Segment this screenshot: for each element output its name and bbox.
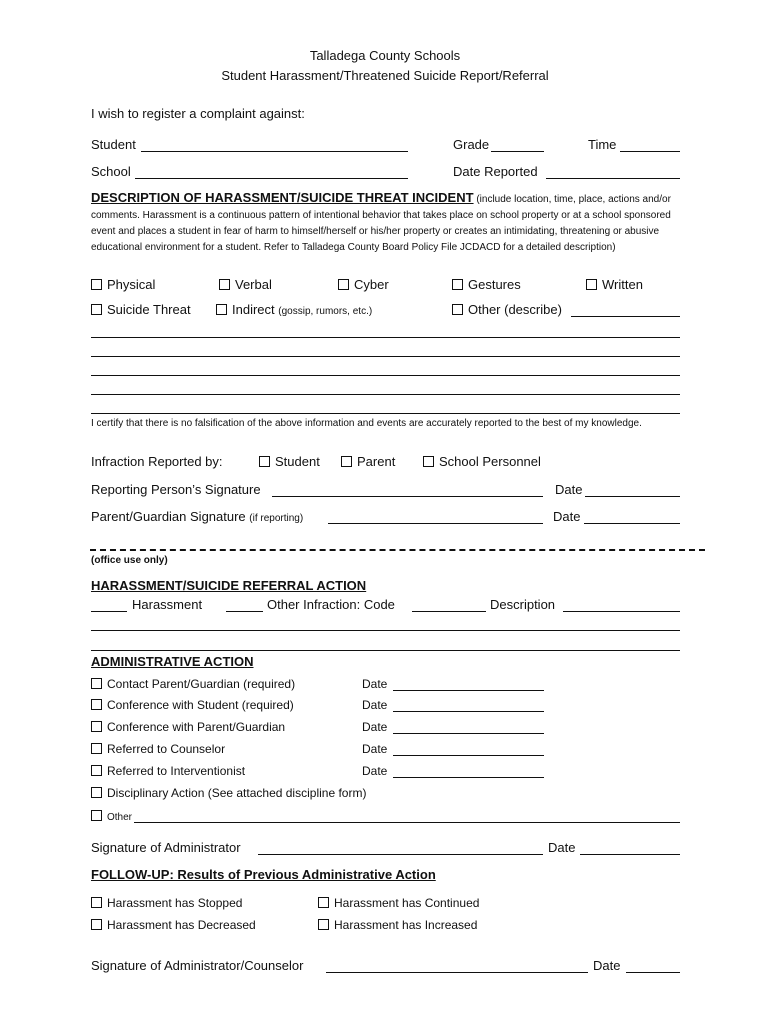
reporting-signature-field[interactable] (272, 496, 543, 497)
form-title: Student Harassment/Threatened Suicide Report/Referral (221, 68, 549, 83)
admin-date-label: Date (362, 764, 388, 778)
description-line[interactable] (91, 413, 680, 414)
checkbox-icon (91, 743, 102, 754)
checkbox-icon (91, 721, 102, 732)
admin-item[interactable]: Conference with Parent/Guardian (91, 720, 285, 734)
admin-other[interactable]: Other (91, 810, 132, 823)
checkbox-icon (338, 279, 349, 290)
admin-date-label: Date (362, 698, 388, 712)
reported-by-personnel[interactable]: School Personnel (423, 454, 541, 469)
followup-increased[interactable]: Harassment has Increased (318, 918, 477, 932)
admin-date-field[interactable] (393, 690, 544, 691)
parent-date-field[interactable] (584, 523, 680, 524)
harassment-label: Harassment (132, 597, 203, 612)
type-other[interactable]: Other (describe) (452, 302, 562, 317)
followup-continued[interactable]: Harassment has Continued (318, 896, 479, 910)
admin-heading: ADMINISTRATIVE ACTION (91, 654, 254, 669)
description-block (91, 190, 681, 256)
followup-date-label: Date (593, 958, 621, 973)
office-separator (90, 549, 705, 551)
description-line[interactable] (91, 356, 680, 357)
checkbox-icon (423, 456, 434, 467)
type-physical[interactable]: Physical (91, 277, 155, 292)
reporting-date-field[interactable] (585, 496, 680, 497)
office-use-label: (office use only) (91, 555, 168, 566)
certification-text: I certify that there is no falsification of the above information and events are accurately reported to the best of my knowledge. (91, 418, 642, 429)
referral-heading: HARASSMENT/SUICIDE REFERRAL ACTION (91, 578, 367, 593)
reporting-signature-label: Reporting Person’s Signature (91, 482, 261, 497)
admin-signature-label: Signature of Administrator (91, 840, 241, 855)
admin-date-field[interactable] (393, 755, 544, 756)
checkbox-icon (452, 304, 463, 315)
followup-heading: FOLLOW-UP: Results of Previous Administrative Action (91, 867, 436, 882)
other-infraction-field[interactable] (226, 611, 263, 612)
type-verbal[interactable]: Verbal (219, 277, 272, 292)
type-suicide-threat[interactable]: Suicide Threat (91, 302, 191, 317)
admin-date-field[interactable] (393, 733, 544, 734)
admin-signature-date-field[interactable] (580, 854, 680, 855)
referral-description-field[interactable] (563, 611, 680, 612)
description-line[interactable] (91, 394, 680, 395)
reporting-date-label: Date (555, 482, 583, 497)
admin-other-field[interactable] (134, 822, 680, 823)
intro-text: I wish to register a complaint against: (91, 106, 305, 121)
harassment-field[interactable] (91, 611, 127, 612)
description-heading: DESCRIPTION OF HARASSMENT/SUICIDE THREAT INCIDENT (91, 190, 474, 205)
checkbox-icon (91, 897, 102, 908)
checkbox-icon (91, 919, 102, 930)
admin-date-field[interactable] (393, 777, 544, 778)
admin-item[interactable]: Contact Parent/Guardian (required) (91, 677, 295, 691)
admin-signature-field[interactable] (258, 854, 543, 855)
referral-line[interactable] (91, 630, 680, 631)
admin-date-field[interactable] (393, 711, 544, 712)
checkbox-icon (91, 787, 102, 798)
checkbox-icon (259, 456, 270, 467)
followup-date-field[interactable] (626, 972, 680, 973)
checkbox-icon (341, 456, 352, 467)
date-reported-label: Date Reported (453, 164, 538, 179)
type-gestures[interactable]: Gestures (452, 277, 521, 292)
type-written[interactable]: Written (586, 277, 643, 292)
admin-date-label: Date (362, 677, 388, 691)
description-line[interactable] (91, 337, 680, 338)
school-field[interactable] (135, 178, 408, 179)
parent-date-label: Date (553, 509, 581, 524)
student-field[interactable] (141, 151, 408, 152)
followup-signature-label: Signature of Administrator/Counselor (91, 958, 304, 973)
admin-disciplinary[interactable]: Disciplinary Action (See attached discipline form) (91, 786, 366, 800)
referral-description-label: Description (490, 597, 556, 612)
other-infraction-label: Other Infraction: Code (267, 597, 395, 612)
type-cyber[interactable]: Cyber (338, 277, 389, 292)
checkbox-icon (91, 304, 102, 315)
admin-date-label: Date (362, 720, 388, 734)
time-field[interactable] (620, 151, 680, 152)
followup-decreased[interactable]: Harassment has Decreased (91, 918, 256, 932)
description-line[interactable] (91, 375, 680, 376)
school-label: School (91, 164, 131, 179)
other-describe-field[interactable] (571, 316, 680, 317)
checkbox-icon (452, 279, 463, 290)
time-label: Time (588, 137, 617, 152)
admin-item[interactable]: Conference with Student (required) (91, 698, 294, 712)
checkbox-icon (318, 919, 329, 930)
admin-signature-date-label: Date (548, 840, 576, 855)
checkbox-icon (318, 897, 329, 908)
checkbox-icon (91, 765, 102, 776)
checkbox-icon (91, 699, 102, 710)
checkbox-icon (216, 304, 227, 315)
parent-signature-note: (if reporting) (249, 513, 304, 524)
referral-line[interactable] (91, 650, 680, 651)
reported-by-parent[interactable]: Parent (341, 454, 395, 469)
reported-by-label: Infraction Reported by: (91, 454, 223, 469)
type-indirect[interactable]: Indirect (gossip, rumors, etc.) (216, 302, 372, 317)
date-reported-field[interactable] (546, 178, 680, 179)
parent-signature-label: Parent/Guardian Signature (if reporting) (91, 509, 304, 524)
description-text: (include location, time, place, actions and/or comments. Harassment is a continuous pattern of intentional behavior that takes place on school property or at a school sponsored event and places a student in fear of harm to himself/herself or his/her property or creates an intimidating, threatening or abusive educational environment for a student. Refer to Talladega County Board Policy File JCDACD for a detailed description) (91, 194, 671, 253)
reported-by-student[interactable]: Student (259, 454, 320, 469)
grade-label: Grade (453, 137, 490, 152)
form-title-district: Talladega County Schools (309, 48, 461, 63)
indirect-note: (gossip, rumors, etc.) (278, 306, 373, 317)
checkbox-icon (91, 279, 102, 290)
parent-signature-field[interactable] (328, 523, 543, 524)
grade-field[interactable] (491, 151, 544, 152)
followup-signature-field[interactable] (326, 972, 588, 973)
followup-stopped[interactable]: Harassment has Stopped (91, 896, 242, 910)
checkbox-icon (91, 678, 102, 689)
admin-date-label: Date (362, 742, 388, 756)
admin-item[interactable]: Referred to Interventionist (91, 764, 245, 778)
checkbox-icon (219, 279, 230, 290)
student-label: Student (91, 137, 136, 152)
code-field[interactable] (412, 611, 486, 612)
checkbox-icon (91, 810, 102, 821)
checkbox-icon (586, 279, 597, 290)
admin-item[interactable]: Referred to Counselor (91, 742, 225, 756)
